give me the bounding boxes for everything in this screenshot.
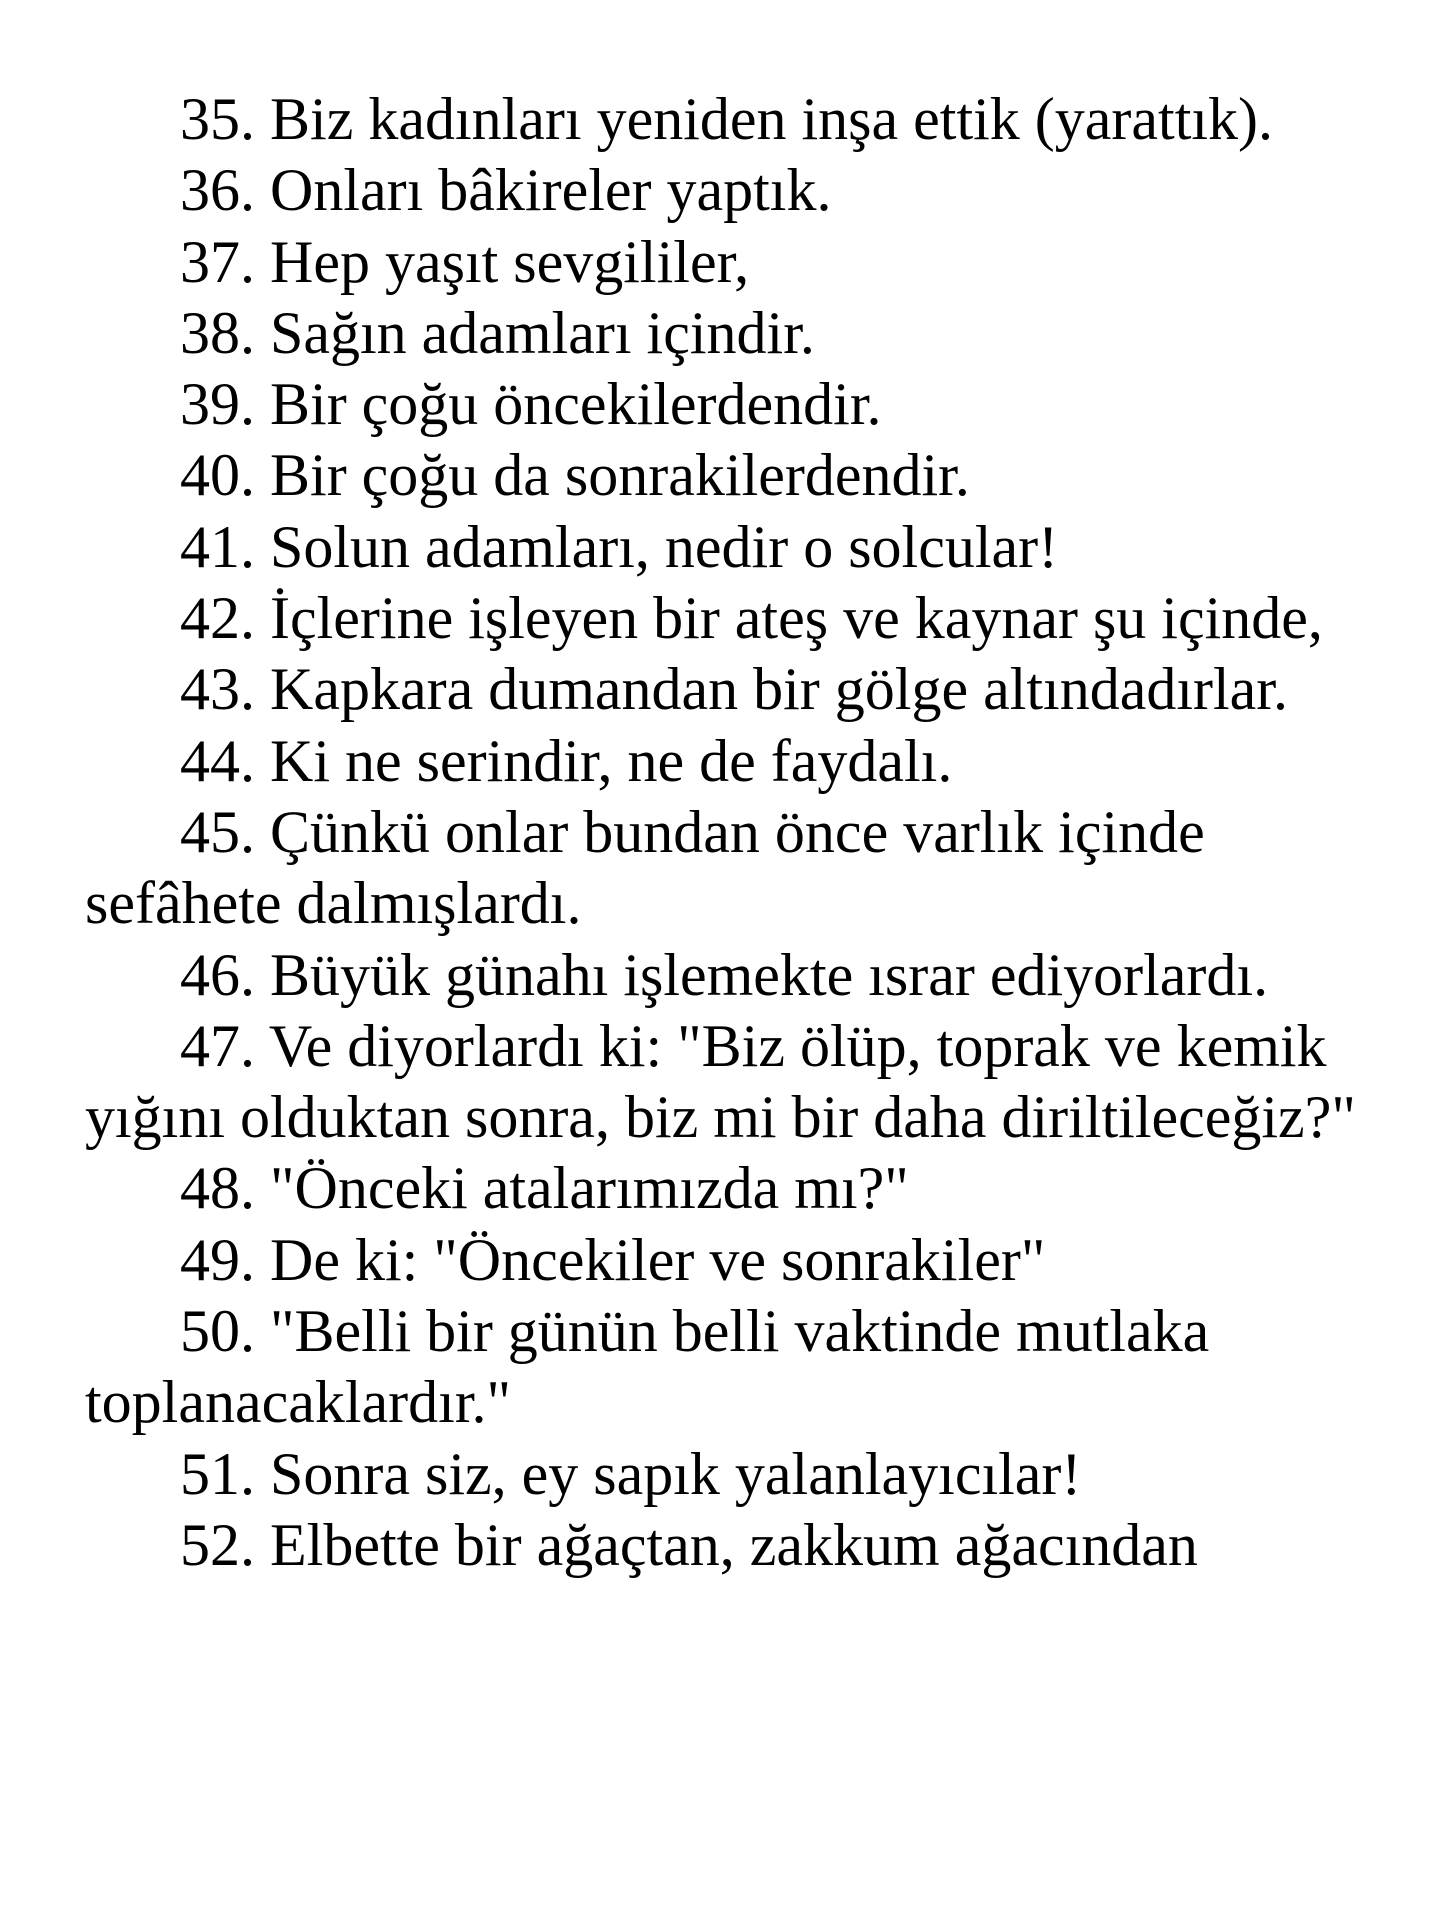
verse-46: 46. Büyük günahı işlemekte ısrar ediyorlardı. xyxy=(180,941,1269,1008)
verse-52: 52. Elbette bir ağaçtan, zakkum ağacından xyxy=(180,1511,1198,1578)
verse-49: 49. De ki: "Öncekiler ve sonrakiler" xyxy=(180,1226,1046,1293)
verse-40: 40. Bir çoğu da sonrakilerdendir. xyxy=(180,442,970,509)
verse-38: 38. Sağın adamları içindir. xyxy=(180,299,815,366)
verse-41: 41. Solun adamları, nedir o solcular! xyxy=(180,513,1059,580)
verse-35: 35. Biz kadınları yeniden inşa ettik (yarattık). xyxy=(180,86,1274,152)
verse-47: 47. Ve diyorlardı ki: "Biz ölüp, toprak ve kemik yığını olduktan sonra, biz mi bir daha diriltileceğiz?" xyxy=(85,1012,1356,1151)
verse-42: 42. İçlerine işleyen bir ateş ve kaynar şu içinde, xyxy=(180,585,1323,652)
verse-43: 43. Kapkara dumandan bir gölge altındadırlar. xyxy=(180,656,1288,723)
verse-37: 37. Hep yaşıt sevgililer, xyxy=(180,228,750,295)
verse-48: 48. "Önceki atalarımızda mı?" xyxy=(180,1155,909,1222)
document-page xyxy=(85,84,1405,1581)
verse-45: 45. Çünkü onlar bundan önce varlık içinde sefâhete dalmışlardı. xyxy=(85,798,1205,937)
verse-44: 44. Ki ne serindir, ne de faydalı. xyxy=(180,727,953,794)
verse-39: 39. Bir çoğu öncekilerdendir. xyxy=(180,371,882,438)
verse-50: 50. "Belli bir günün belli vaktinde mutlaka toplanacaklardır." xyxy=(85,1298,1210,1436)
verse-51: 51. Sonra siz, ey sapık yalanlayıcılar! xyxy=(180,1440,1082,1507)
verse-36: 36. Onları bâkireler yaptık. xyxy=(180,157,832,224)
